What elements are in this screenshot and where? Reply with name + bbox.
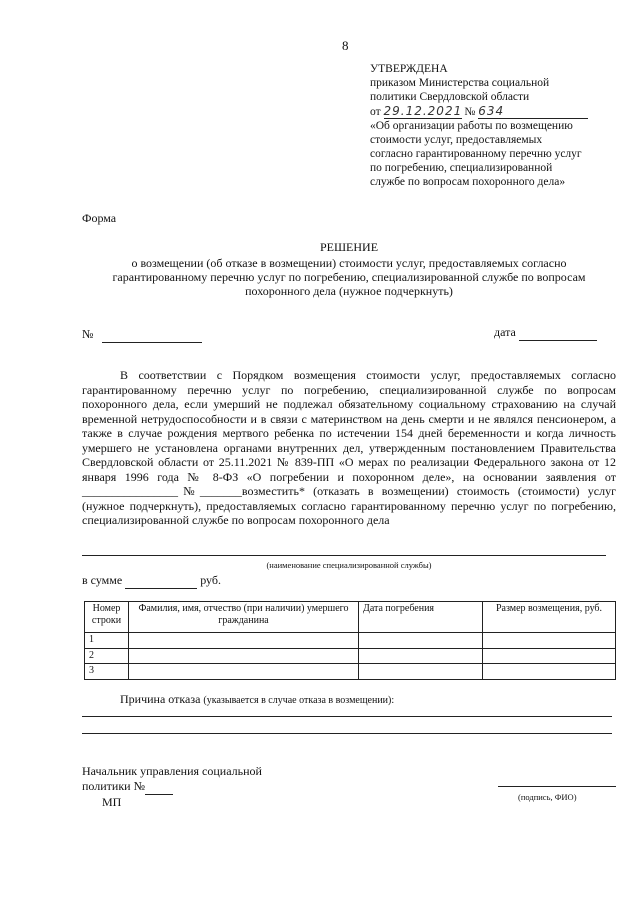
service-name-line <box>82 555 606 556</box>
header-amount: Размер возмещения, руб. <box>483 602 616 633</box>
signatory-title-2 <box>82 779 173 795</box>
department-number-blank <box>145 779 173 795</box>
approval-subject-3: согласно гарантированному перечню услуг <box>370 148 582 160</box>
signature-caption: (подпись, ФИО) <box>518 792 577 802</box>
sum-field <box>82 573 221 589</box>
date-cell <box>359 664 483 680</box>
signatory-title-1: Начальник управления социальной <box>82 764 262 778</box>
approval-title: УТВЕРЖДЕНА <box>370 63 448 75</box>
subtitle-line-2: гарантированному перечню услуг по погребению, специализированной службе по вопросам <box>112 270 586 284</box>
row-number-cell: 3 <box>85 664 129 680</box>
name-cell <box>129 633 359 649</box>
body-text <box>82 368 616 528</box>
refusal-line-2 <box>82 733 612 734</box>
decision-number-blank <box>102 327 202 343</box>
refusal-line-1 <box>82 716 612 717</box>
handwritten-date: 29.12.2021 <box>383 104 463 118</box>
subtitle-line-3: похоронного дела (нужное подчеркнуть) <box>245 284 453 298</box>
row-number-cell: 1 <box>85 633 129 649</box>
signatory-title-2-text: политики № <box>82 779 146 793</box>
service-caption: (наименование специализированной службы) <box>266 560 432 570</box>
signature-line <box>498 786 616 787</box>
sum-suffix: руб. <box>200 573 221 587</box>
number-prefix: № <box>464 106 476 118</box>
table-row <box>85 664 616 680</box>
amount-cell <box>483 633 616 649</box>
refusal-label: Причина отказа <box>120 692 201 706</box>
reimbursement-table <box>84 601 616 680</box>
header-row-number: Номер строки <box>85 602 129 633</box>
table-header-row <box>85 602 616 633</box>
approval-subject-2: стоимости услуг, предоставляемых <box>370 134 543 146</box>
stamp-label: МП <box>102 795 122 809</box>
handwritten-number: 634 <box>478 104 588 119</box>
row-number-cell: 2 <box>85 648 129 664</box>
header-burial-date: Дата погребения <box>359 602 483 633</box>
approval-date-line <box>370 104 620 119</box>
decision-date-field <box>494 325 597 341</box>
approval-line-1: приказом Министерства социальной <box>370 77 550 89</box>
table-row <box>85 633 616 649</box>
form-label: Форма <box>82 211 117 225</box>
approval-block <box>370 62 620 189</box>
approval-subject-4: по погребению, специализированной <box>370 162 553 174</box>
approval-subject-1: «Об организации работы по возмещению <box>370 120 573 132</box>
approval-subject-5: службе по вопросам похоронного дела» <box>370 176 566 188</box>
page-number: 8 <box>342 38 349 53</box>
refusal-reason <box>120 692 394 709</box>
header-deceased-name: Фамилия, имя, отчество (при наличии) умершего гражданина <box>129 602 359 633</box>
sum-prefix: в сумме <box>82 573 123 587</box>
body-paragraph: В соответствии с Порядком возмещения стоимости услуг, предоставляемых согласно гарантированному перечню услуг по погребению, специализированной службе по вопросам похоронного дела, если умерший не подлежал обязательному социальному страхованию на случай временной нетрудоспособности и в связи с материнством на день смерти и не являлся пенсионером, а также в случае рождения мертвого ребенка по истечении 154 дней беременности и когда личность умершего не установлена органами внутренних дел, утвержденным постановлением Правительства Свердловской области от 25.11.2021 № 839-ПП «О мерах по реализации Федерального закона от 12 января 1996 года № 8-ФЗ «О погребении и похоронном деле», на основании заявления от ________________№_______возместить* (отказать в возмещении) стоимость (стоимости) услуг (нужное подчеркнуть), предоставляемых согласно гарантированному перечню услуг по погребению, специализированной службе по вопросам похоронного дела <box>82 368 616 527</box>
approval-line-2: политики Свердловской области <box>370 91 530 103</box>
refusal-note: (указывается в случае отказа в возмещении): <box>203 695 395 706</box>
date-cell <box>359 633 483 649</box>
decision-date-label: дата <box>494 325 516 339</box>
decision-number-label: № <box>82 327 94 341</box>
name-cell <box>129 664 359 680</box>
decision-number-field <box>82 327 202 343</box>
amount-cell <box>483 648 616 664</box>
date-prefix: от <box>370 106 381 118</box>
date-cell <box>359 648 483 664</box>
subtitle-line-1: о возмещении (об отказе в возмещении) стоимости услуг, предоставляемых согласно <box>131 256 567 270</box>
name-cell <box>129 648 359 664</box>
document-title: РЕШЕНИЕ <box>319 240 379 254</box>
amount-cell <box>483 664 616 680</box>
sum-blank <box>125 573 197 589</box>
table-row <box>85 648 616 664</box>
decision-date-blank <box>519 325 597 341</box>
